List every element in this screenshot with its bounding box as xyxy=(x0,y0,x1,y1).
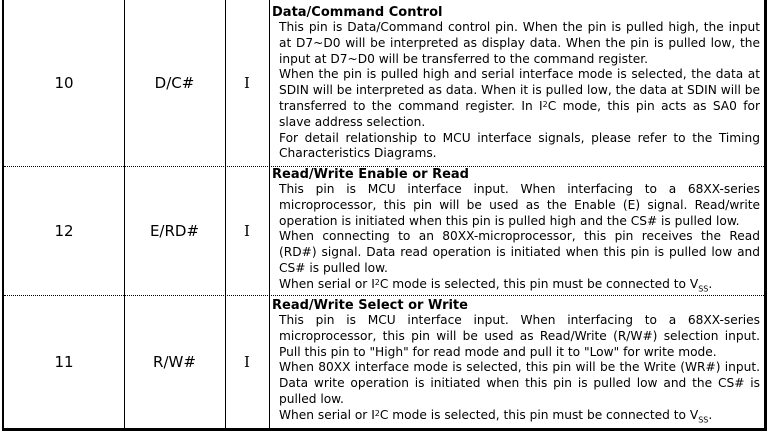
pin-description-table xyxy=(2,0,767,431)
description-paragraph: This pin is MCU interface input. When interfacing to a 68XX-series microprocessor, this pin will be used as the Enable (E) signal. Read/write operation is initiated when this pin is pulled high and the CS# is pulled low. xyxy=(279,182,760,228)
description-paragraph: When serial or $I^2C$ mode is selected, this pin must be connected to $V_{SS}$. xyxy=(279,407,713,425)
pin-description xyxy=(273,167,760,297)
pin-number: 10 xyxy=(54,74,74,92)
description-paragraph: When 80XX interface mode is selected, this pin will be the Write (WR#) input. Data write operation is initiated when this pin is pulled low and the CS# is pulled low. xyxy=(279,360,760,406)
table-row xyxy=(4,0,764,166)
description-paragraph: When serial or $I^2C$ mode is selected, this pin must be connected to $V_{SS}$. xyxy=(279,276,713,294)
pin-description xyxy=(273,298,760,428)
pin-number: 11 xyxy=(54,353,74,371)
pin-type: I xyxy=(244,353,250,371)
table-row xyxy=(4,296,764,428)
description-title: Data/Command Control xyxy=(272,5,443,20)
pin-description xyxy=(273,5,760,162)
pin-name: D/C# xyxy=(154,74,195,92)
description-paragraph: When connecting to an 80XX-microprocessor, this pin receives the Read (RD#) signal. Data read operation is initiated when this pin is pulled low and CS# is pulled low. xyxy=(279,229,760,275)
pin-type: I xyxy=(244,222,250,240)
description-title: Read/Write Select or Write xyxy=(272,298,468,313)
table-row xyxy=(4,167,764,295)
pin-name: E/RD# xyxy=(149,222,200,240)
pin-name: R/W# xyxy=(153,353,196,371)
description-paragraph: This pin is MCU interface input. When interfacing to a 68XX-series microprocessor, this pin will be used as Read/Write (R/W#) selection input. Pull this pin to "High" for read mode and pull it to "Low" for write mode. xyxy=(279,313,760,359)
description-paragraph: For detail relationship to MCU interface signals, please refer to the Timing Characteristics Diagrams. xyxy=(279,130,760,161)
description-paragraph: When the pin is pulled high and serial interface mode is selected, the data at SDIN will be interpreted as data. When it is pulled low, the data at SDIN will be transferred to the command register. In $I^2C$ mode, this pin acts as SA0 for slave address selection. xyxy=(279,67,760,129)
pin-type: I xyxy=(244,74,250,92)
description-paragraph: This pin is Data/Command control pin. When the pin is pulled high, the input at D7~D0 will be interpreted as display data. When the pin is pulled low, the input at D7~D0 will be transferred to the command register. xyxy=(279,20,760,66)
description-title: Read/Write Enable or Read xyxy=(272,167,469,182)
pin-number: 12 xyxy=(54,222,74,240)
